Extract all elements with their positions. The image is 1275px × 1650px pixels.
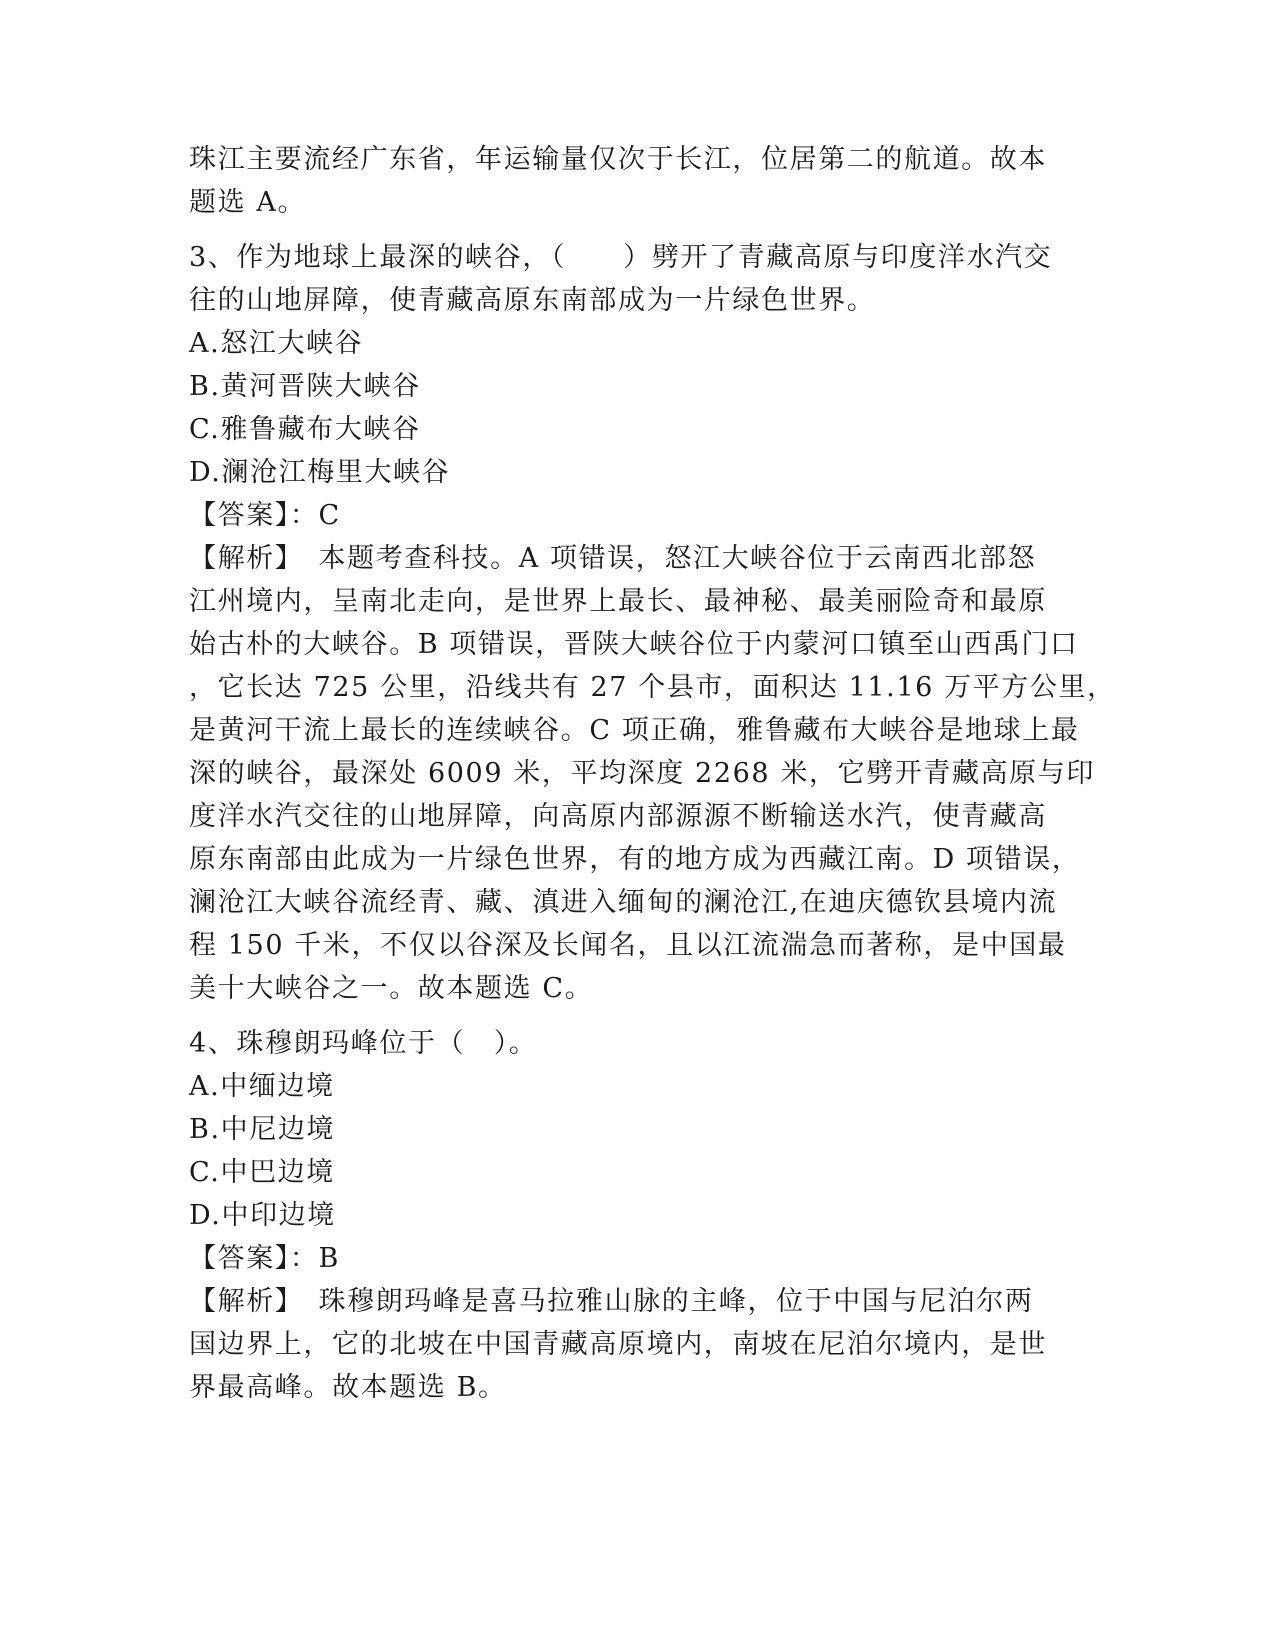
text-line: 题选 A。 [189, 187, 307, 218]
analysis-line: 程 150 千米，不仅以谷深及长闻名，且以江流湍急而著称，是中国最 [189, 930, 1067, 961]
analysis-line: 美十大峡谷之一。故本题选 C。 [189, 973, 594, 1004]
option-a: A.怒江大峡谷 [189, 328, 364, 359]
option-d: D.澜沧江梅里大峡谷 [189, 457, 451, 488]
question-stem-line: 4、珠穆朗玛峰位于（ ）。 [189, 1028, 538, 1059]
option-b: B.中尼边境 [189, 1114, 336, 1145]
analysis-line: 始古朴的大峡谷。B 项错误，晋陕大峡谷位于内蒙河口镇至山西禹门口 [189, 629, 1079, 660]
analysis-line: 澜沧江大峡谷流经青、藏、滇进入缅甸的澜沧江,在迪庆德钦县境内流 [189, 887, 1058, 918]
answer-line: 【答案】：B [189, 1243, 340, 1274]
option-c: C.雅鲁藏布大峡谷 [189, 414, 421, 445]
analysis-line: 原东南部由此成为一片绿色世界，有的地方成为西藏江南。D 项错误， [189, 844, 1081, 875]
option-d: D.中印边境 [189, 1200, 336, 1231]
option-c: C.中巴边境 [189, 1157, 335, 1188]
analysis-line: 深的峡谷，最深处 6009 米，平均深度 2268 米，它劈开青藏高原与印 [189, 758, 1095, 789]
analysis-line: 度洋水汽交往的山地屏障，向高原内部源源不断输送水汽，使青藏高 [189, 801, 1047, 832]
answer-line: 【答案】：C [189, 500, 341, 531]
paragraph-gap [189, 224, 1089, 236]
document-page [189, 138, 1116, 1409]
analysis-line: 【解析】 本题考查科技。A 项错误，怒江大峡谷位于云南西北部怒 [189, 543, 1037, 574]
analysis-line: 是黄河干流上最长的连续峡谷。C 项正确，雅鲁藏布大峡谷是地球上最 [189, 715, 1080, 746]
text-line: 珠江主要流经广东省，年运输量仅次于长江，位居第二的航道。故本 [189, 144, 1047, 175]
analysis-line: 界最高峰。故本题选 B。 [189, 1372, 507, 1403]
previous-explanation [189, 138, 1089, 224]
paragraph-gap [189, 1010, 1089, 1022]
analysis-line: ，它长达 725 公里，沿线共有 27 个县市，面积达 11.16 万平方公里， [189, 672, 1116, 703]
question-stem-line: 往的山地屏障，使青藏高原东南部成为一片绿色世界。 [189, 285, 876, 316]
option-a: A.中缅边境 [189, 1071, 335, 1102]
question-stem-line: 3、作为地球上最深的峡谷，（ ）劈开了青藏高原与印度洋水汽交 [189, 242, 1053, 273]
question-4 [189, 1022, 1089, 1409]
option-b: B.黄河晋陕大峡谷 [189, 371, 421, 402]
analysis-line: 【解析】 珠穆朗玛峰是喜马拉雅山脉的主峰，位于中国与尼泊尔两 [189, 1286, 1034, 1317]
analysis-line: 江州境内，呈南北走向，是世界上最长、最神秘、最美丽险奇和最原 [189, 586, 1047, 617]
question-3 [189, 236, 1116, 1010]
analysis-line: 国边界上，它的北坡在中国青藏高原境内，南坡在尼泊尔境内，是世 [189, 1329, 1047, 1360]
